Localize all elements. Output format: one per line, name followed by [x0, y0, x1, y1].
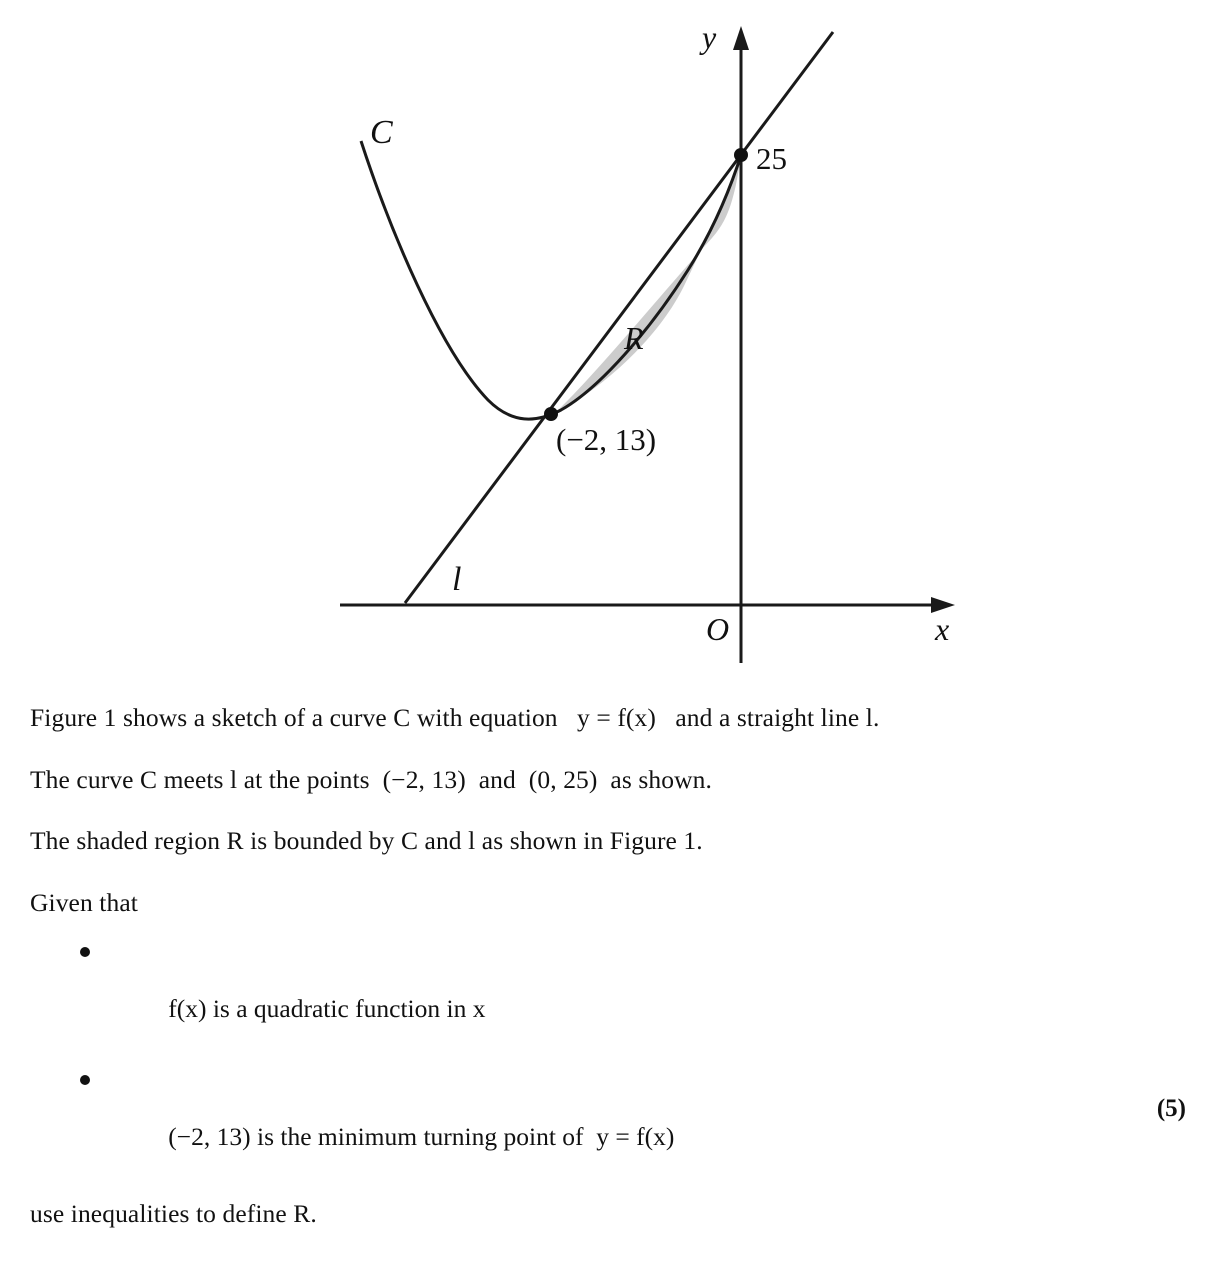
list-item-label: f(x) is a quadratic function in x: [168, 994, 486, 1023]
list-item: [30, 945, 1190, 1047]
bullet-dot-icon: [80, 1075, 90, 1085]
label-y-axis: y: [702, 19, 717, 55]
label-x-axis: x: [935, 611, 950, 647]
marks-allocation: (5): [1156, 1095, 1186, 1122]
point-y-intercept: [734, 148, 748, 162]
label-region-R: R: [624, 320, 644, 356]
paragraph-3: The shaded region R is bounded by C and l as shown in Figure 1.: [30, 826, 703, 855]
paragraph-4: Given that: [30, 887, 138, 917]
label-origin: O: [706, 611, 730, 647]
y-axis-arrow-icon: [733, 26, 749, 50]
line-l: [405, 32, 833, 603]
list-item: [30, 1073, 1190, 1175]
bullet-list: [30, 945, 1190, 1175]
paragraph-2: The curve C meets l at the points (−2, 13) and (0, 25) as shown.: [30, 764, 712, 794]
paragraph-5: use inequalities to define R.: [30, 1199, 317, 1228]
paragraph-1: Figure 1 shows a sketch of a curve C with equation y = f(x) and a straight line l.: [30, 703, 880, 732]
bullet-dot-icon: [80, 947, 90, 957]
question-text: [30, 705, 1190, 1263]
list-item-label: (−2, 13) is the minimum turning point of y = f(x): [168, 1122, 675, 1151]
label-y-intercept-value: 25: [756, 141, 787, 176]
label-curve-C: C: [370, 114, 393, 151]
point-turning: [544, 407, 558, 421]
label-line-l: l: [452, 561, 462, 598]
label-turning-point: (−2, 13): [556, 422, 657, 457]
